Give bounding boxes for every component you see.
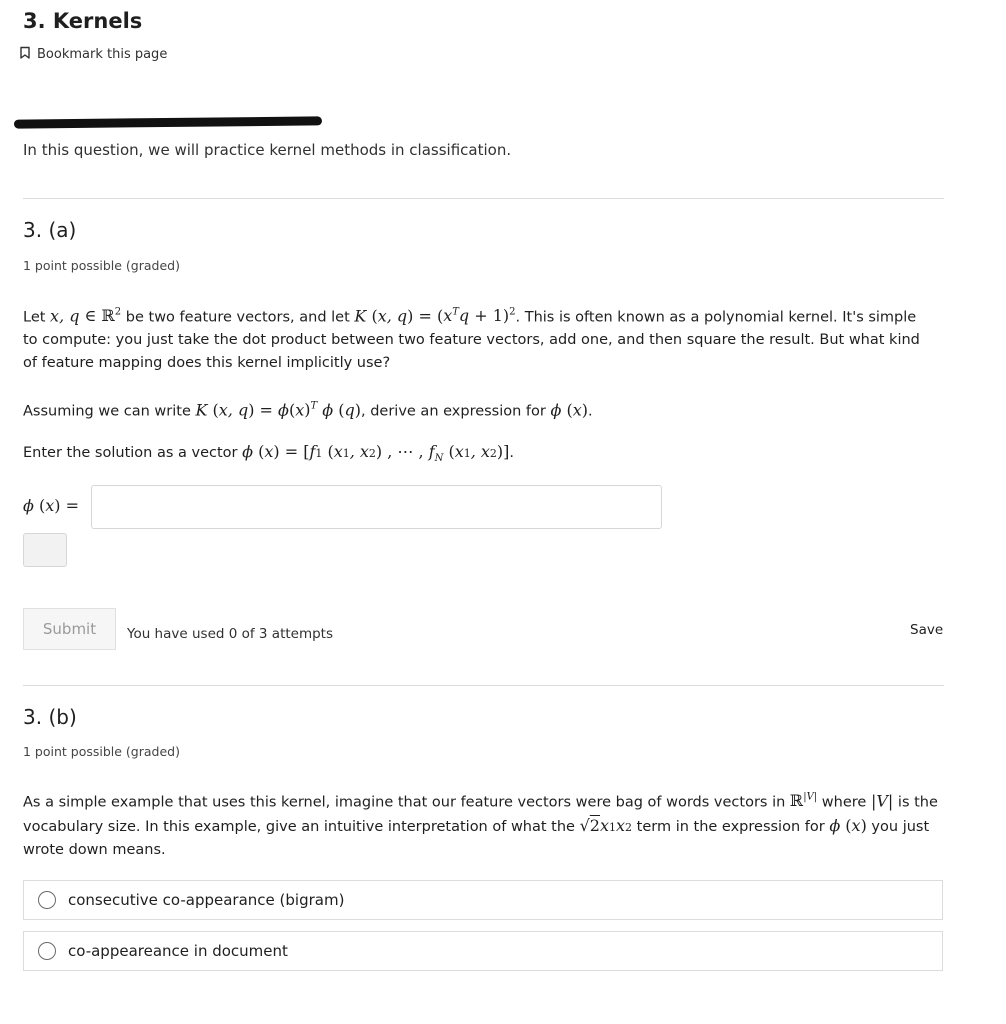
question-a-paragraph-3: Enter the solution as a vector ϕ (x) = [f1 (x1, x2) , ⋯ , $f_N$ (x1, x2)]. (23, 442, 515, 465)
intro-text: In this question, we will practice kernel methods in classification. (23, 141, 512, 159)
bookmark-label: Bookmark this page (37, 47, 168, 62)
question-title-b: 3. (b) (23, 705, 77, 729)
page-title: 3. Kernels (23, 9, 143, 33)
math-preview-box (23, 533, 67, 567)
option-label: consecutive co-appearance (bigram) (68, 891, 345, 909)
question-b-paragraph: As a simple example that uses this kernel, imagine that our feature vectors were bag of words vectors in ℝ$^{|V|}$ where |V| is the vocabulary size. In this example, give an intuitive interpretation of what the √2x1x2 term in the expression for ϕ (x) you just wrote down means. (23, 791, 938, 859)
attempts-text: You have used 0 of 3 attempts (127, 626, 334, 642)
divider (23, 198, 944, 199)
points-label-b: 1 point possible (graded) (23, 744, 180, 759)
question-a-paragraph-2: Assuming we can write K (x, $q) = \phi(x)^T$ ϕ (q), derive an expression for ϕ (x). (23, 400, 593, 420)
redaction-mark (14, 116, 322, 128)
option-bigram[interactable] (23, 880, 943, 920)
option-label: co-appeareance in document (68, 942, 288, 960)
question-title-a: 3. (a) (23, 218, 77, 242)
divider (23, 685, 944, 686)
points-label-a: 1 point possible (graded) (23, 258, 180, 273)
bookmark-icon (19, 46, 31, 63)
bookmark-button[interactable] (19, 46, 167, 63)
question-a-paragraph-1: Let x, q ∈ ℝ$^2$ be two feature vectors, and let K (x, $q) = (x^Tq + 1)^2$. This is often known as a polynomial kernel. It's simple to compute: you just take the dot product between two feature vectors, add one, and then square the result. But what kind of feature mapping does this kernel implicitly use? (23, 306, 920, 372)
submit-button[interactable]: Submit (23, 608, 116, 650)
radio-button[interactable] (38, 942, 56, 960)
radio-button[interactable] (38, 891, 56, 909)
option-document[interactable] (23, 931, 943, 971)
answer-input[interactable] (91, 485, 662, 529)
save-button[interactable]: Save (910, 622, 944, 638)
answer-label: ϕ (x) = (23, 496, 79, 515)
